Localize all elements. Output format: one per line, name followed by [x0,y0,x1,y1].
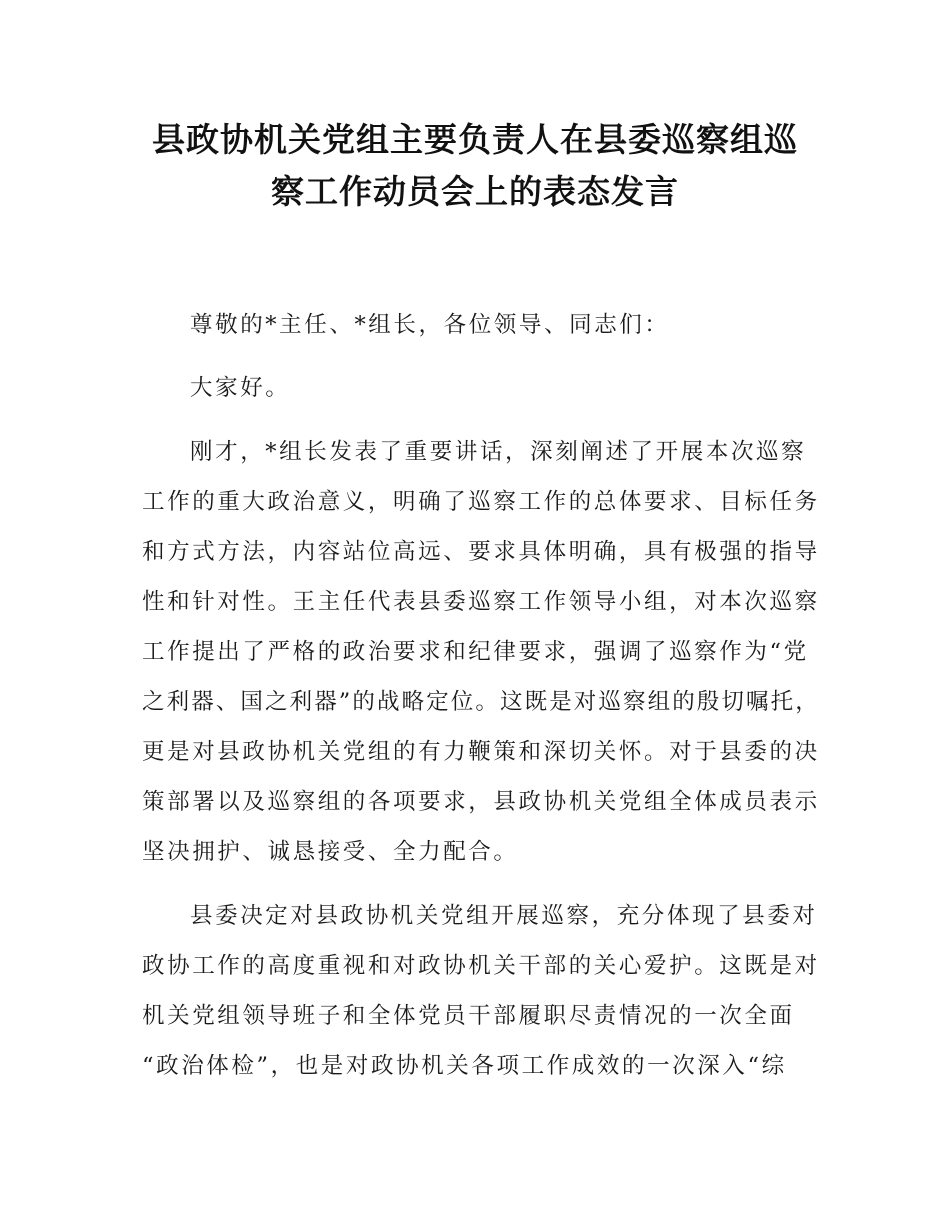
paragraph-1-line-8: 策部署以及巡察组的各项要求，县政协机关党组全体成员表示 [142,789,820,815]
paragraph-1-line-4: 性和针对性。王主任代表县委巡察工作领导小组，对本次巡察 [142,589,820,615]
paragraph-1-line-6: 之利器、国之利器”的战略定位。这既是对巡察组的殷切嘱托， [142,689,820,715]
paragraph-1-line-3: 和方式方法，内容站位高远、要求具体明确，具有极强的指导 [142,539,820,565]
salutation: 尊敬的*主任、*组长，各位领导、同志们： [190,312,670,338]
document-title-line-1: 县政协机关党组主要负责人在县委巡察组巡 [152,120,798,159]
paragraph-2-line-1: 县委决定对县政协机关党组开展巡察，充分体现了县委对 [190,903,818,929]
paragraph-1-line-2: 工作的重大政治意义，明确了巡察工作的总体要求、目标任务 [142,489,820,515]
paragraph-1-line-9: 坚决拥护、诚恳接受、全力配合。 [142,839,519,865]
paragraph-1-line-5: 工作提出了严格的政治要求和纪律要求，强调了巡察作为“党 [142,639,809,665]
paragraph-1-line-7: 更是对县政协机关党组的有力鞭策和深切关怀。对于县委的决 [142,739,820,765]
greeting: 大家好。 [190,375,291,401]
document-title-line-2: 察工作动员会上的表态发言 [271,172,679,211]
paragraph-1-line-1: 刚才，*组长发表了重要讲话，深刻阐述了开展本次巡察 [190,439,807,465]
paragraph-2-line-2: 政协工作的高度重视和对政协机关干部的关心爱护。这既是对 [142,953,820,979]
paragraph-2-line-3: 机关党组领导班子和全体党员干部履职尽责情况的一次全面 [142,1003,795,1029]
paragraph-2-line-4: “政治体检”，也是对政协机关各项工作成效的一次深入“综 [142,1053,787,1079]
